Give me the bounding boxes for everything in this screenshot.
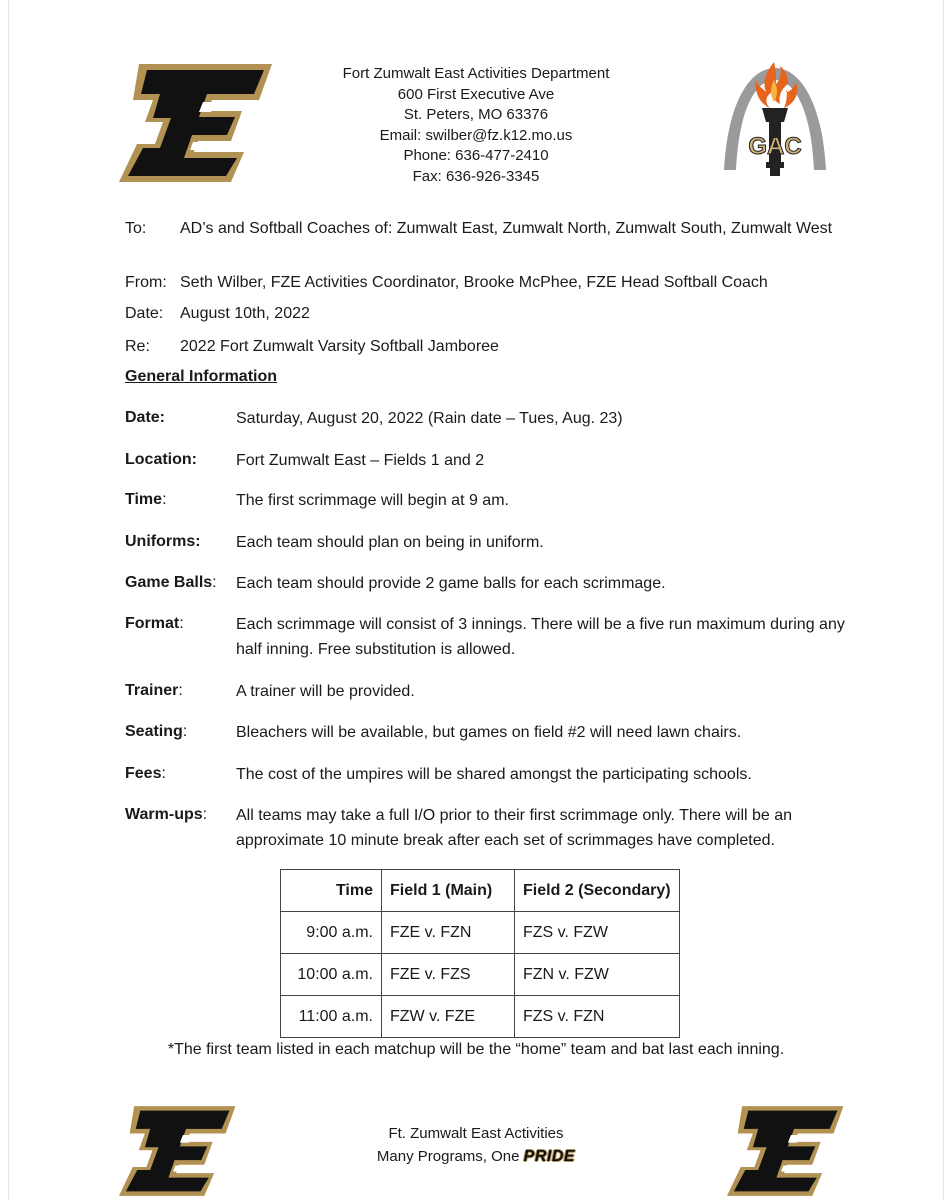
header-line-street: 600 First Executive Ave (397, 85, 555, 103)
info-value-uniforms: Each team should plan on being in uniform. (236, 534, 544, 551)
date-label: Date: (125, 305, 164, 322)
info-label-location: Location: (125, 451, 197, 468)
info-label-seating: Seating: (125, 723, 188, 740)
info-value-location: Fort Zumwalt East – Fields 1 and 2 (236, 452, 485, 469)
schedule-table (280, 869, 680, 1038)
gac-text: GAC (748, 133, 802, 160)
info-value-time: The first scrimmage will begin at 9 am. (236, 492, 509, 509)
schedule-header-row (281, 870, 680, 912)
info-value-seating: Bleachers will be available, but games on field #2 will need lawn chairs. (236, 724, 742, 741)
schedule-cell-field1: FZW v. FZE (382, 996, 515, 1038)
gac-logo (714, 58, 836, 184)
school-e-logo-bottom-left (119, 1104, 237, 1198)
schedule-cell-field2: FZS v. FZN (515, 996, 680, 1038)
from-label: From: (125, 274, 167, 291)
info-value-fees: The cost of the umpires will be shared amongst the participating schools. (236, 766, 752, 783)
schedule-row (281, 912, 680, 954)
schedule-cell-field2: FZN v. FZW (515, 954, 680, 996)
schedule-cell-time: 10:00 a.m. (281, 954, 382, 996)
to-label: To: (125, 220, 147, 237)
re-value: 2022 Fort Zumwalt Varsity Softball Jamboree (180, 338, 499, 355)
to-value: AD’s and Softball Coaches of: Zumwalt East, Zumwalt North, Zumwalt South, Zumwalt West (180, 220, 833, 237)
header-line-fax: Fax: 636-926-3345 (412, 167, 540, 185)
info-label-format: Format: (125, 615, 184, 632)
pride-wordmark: PRIDE (523, 1148, 576, 1165)
footer-line1: Ft. Zumwalt East Activities (388, 1125, 564, 1142)
footer (276, 1122, 676, 1168)
schedule-cell-time: 11:00 a.m. (281, 996, 382, 1038)
header-line-phone: Phone: 636-477-2410 (403, 147, 549, 164)
info-value-format: Each scrimmage will consist of 3 innings. There will be a five run maximum during any half inning. Free substitution is allowed. (236, 616, 845, 658)
e-logo-icon (727, 1106, 843, 1196)
info-label-trainer: Trainer: (125, 682, 183, 699)
info-label-fees: Fees: (125, 765, 166, 782)
schedule-row (281, 954, 680, 996)
header-line-email: Email: swilber@fz.k12.mo.us (379, 126, 573, 144)
memo-page (8, 0, 944, 1200)
from-value: Seth Wilber, FZE Activities Coordinator, Brooke McPhee, FZE Head Softball Coach (180, 274, 768, 291)
footer-tagline: Many Programs, One (376, 1148, 520, 1165)
header-address (271, 64, 681, 187)
schedule-cell-time: 9:00 a.m. (281, 912, 382, 954)
info-label-uniforms: Uniforms: (125, 533, 201, 550)
schedule-header-field1: Field 1 (Main) (382, 870, 515, 912)
schedule-row (281, 996, 680, 1038)
school-e-logo-top-left (119, 62, 274, 184)
schedule-header-time: Time (281, 870, 382, 912)
schedule-note: *The first team listed in each matchup will be the “home” team and bat last each inning. (167, 1041, 785, 1058)
info-label-warm-ups: Warm-ups: (125, 806, 208, 823)
e-logo-icon (119, 64, 272, 182)
schedule-cell-field1: FZE v. FZN (382, 912, 515, 954)
schedule-header-field2: Field 2 (Secondary) (515, 870, 680, 912)
schedule-cell-field2: FZS v. FZW (515, 912, 680, 954)
re-label: Re: (125, 338, 150, 355)
info-label-date: Date: (125, 409, 166, 426)
header-line-city: St. Peters, MO 63376 (403, 106, 549, 123)
general-info-title: General Information (125, 368, 278, 385)
info-label-game-balls: Game Balls: (125, 574, 217, 591)
info-label-time: Time: (125, 491, 167, 508)
school-e-logo-bottom-right (727, 1104, 845, 1198)
info-value-date: Saturday, August 20, 2022 (Rain date – Tues, Aug. 23) (236, 410, 623, 427)
footer-line2 (276, 1145, 676, 1168)
info-value-warm-ups: All teams may take a full I/O prior to their first scrimmage only. There will be an approximate 10 minute break after each set of scrimmages have completed. (236, 807, 793, 849)
schedule-cell-field1: FZE v. FZS (382, 954, 515, 996)
header-line-dept: Fort Zumwalt East Activities Department (342, 65, 610, 82)
e-logo-icon (119, 1106, 235, 1196)
date-value: August 10th, 2022 (180, 305, 310, 322)
info-value-game-balls: Each team should provide 2 game balls for each scrimmage. (236, 575, 666, 592)
info-value-trainer: A trainer will be provided. (236, 683, 415, 700)
